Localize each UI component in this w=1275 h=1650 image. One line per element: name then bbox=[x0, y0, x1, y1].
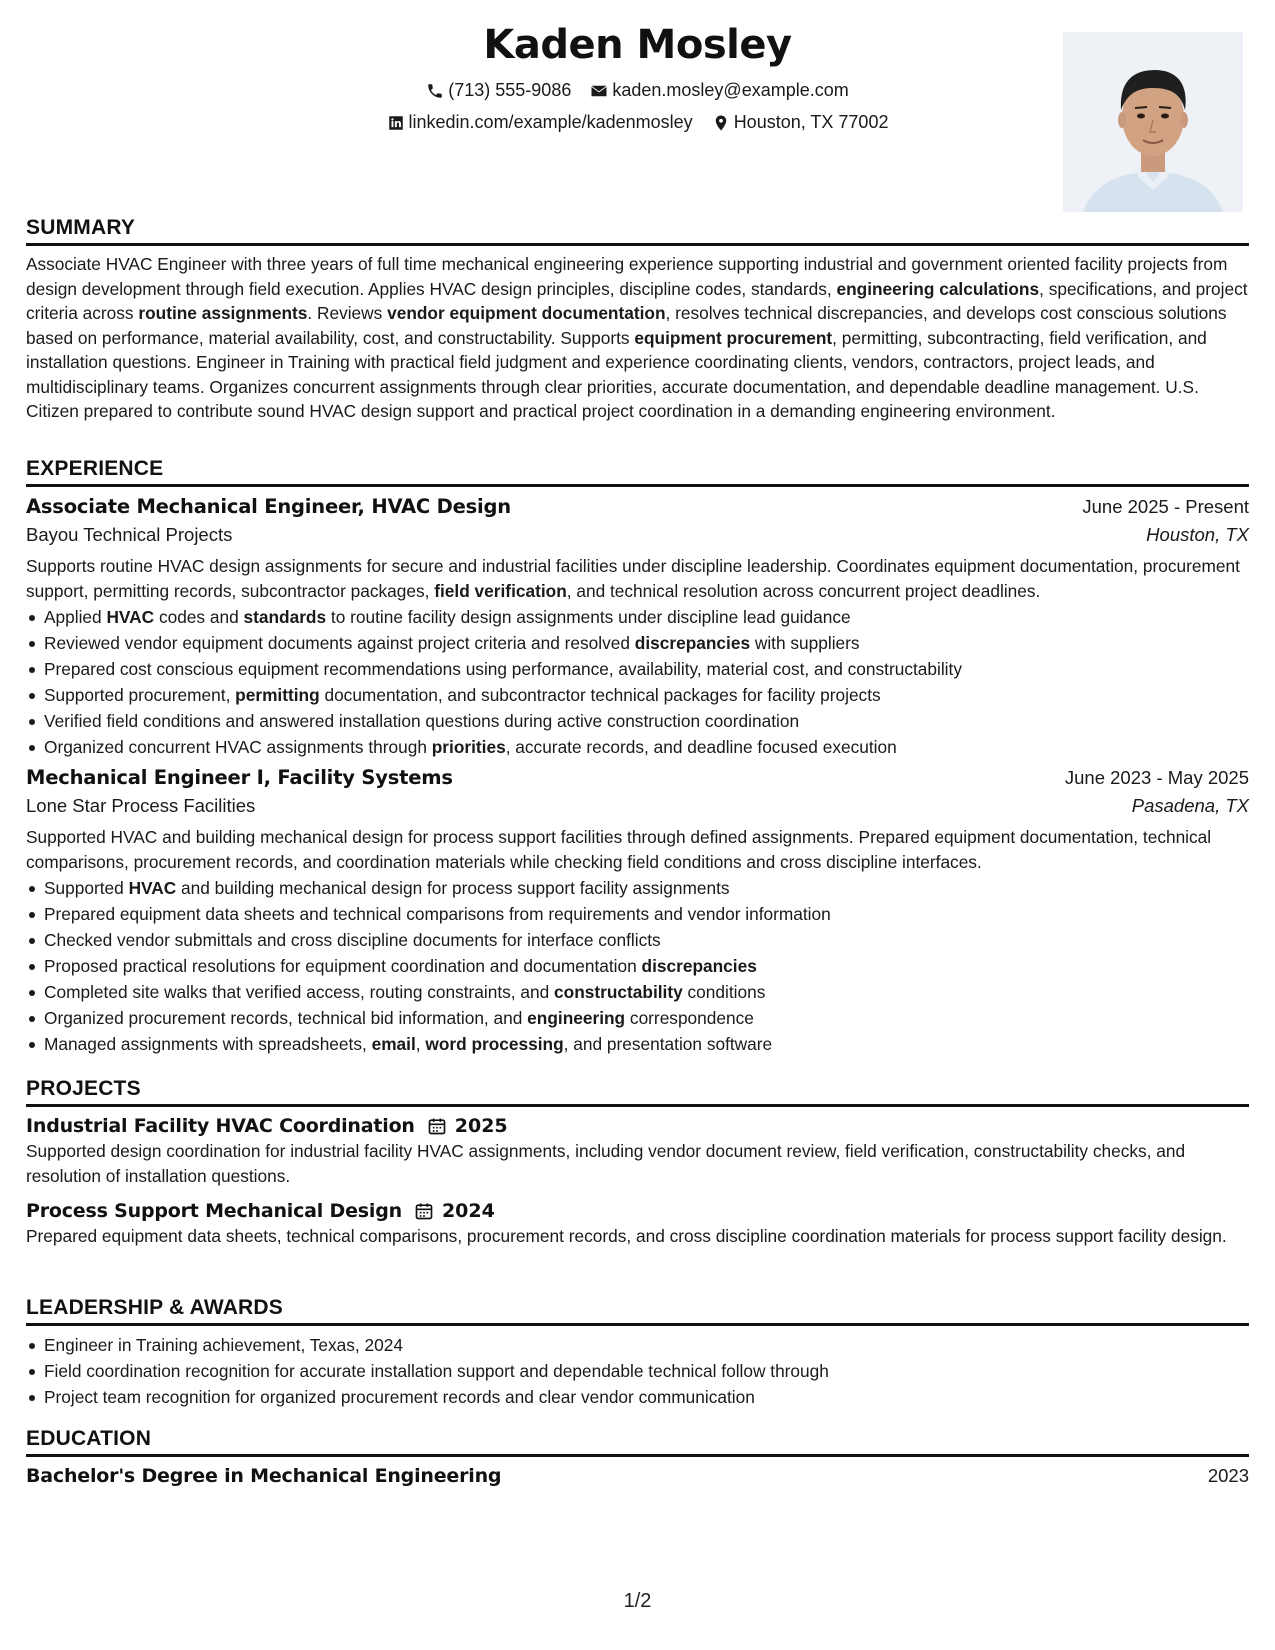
text-segment: Completed site walks that verified access, routing constraints, and bbox=[44, 982, 555, 1002]
envelope-icon bbox=[590, 82, 608, 100]
job-location: Pasadena, TX bbox=[1131, 795, 1249, 816]
bold-keyword: word processing bbox=[425, 1034, 564, 1054]
project-title: Industrial Facility HVAC Coordination bbox=[26, 1115, 415, 1137]
bullet-item bbox=[26, 1005, 1249, 1031]
graduation-year: 2023 bbox=[1207, 1465, 1249, 1486]
text-segment: , and presentation software bbox=[563, 1034, 773, 1054]
bold-keyword: constructability bbox=[554, 982, 683, 1002]
bold-keyword: discrepancies bbox=[641, 956, 757, 976]
text-segment: Prepared cost conscious equipment recommendations using performance, availability, material cost, and constructability bbox=[44, 659, 962, 679]
project-description: Prepared equipment data sheets, technical comparisons, procurement records, and cross discipline coordination materials for process support facility design. bbox=[26, 1226, 1227, 1246]
bold-keyword: permitting bbox=[235, 685, 320, 705]
project-title: Process Support Mechanical Design bbox=[26, 1200, 402, 1222]
text-segment: Managed assignments with spreadsheets, bbox=[44, 1034, 372, 1054]
text-segment: Prepared equipment data sheets and technical comparisons from requirements and vendor information bbox=[44, 904, 831, 924]
job-location: Houston, TX bbox=[1146, 524, 1249, 545]
text-segment: Supported bbox=[44, 878, 129, 898]
job-subheader bbox=[26, 795, 1249, 817]
bullet-item bbox=[26, 953, 1249, 979]
project-year: 2025 bbox=[454, 1115, 508, 1137]
bold-keyword: equipment procurement bbox=[634, 327, 833, 348]
project-description: Supported design coordination for industrial facility HVAC assignments, including vendor document review, field verification, constructability checks, and resolution of installation questions. bbox=[26, 1141, 1186, 1186]
resume-header bbox=[26, 20, 1249, 215]
text-segment: and building mechanical design for process support facility assignments bbox=[176, 878, 730, 898]
email-contact[interactable] bbox=[590, 80, 848, 101]
email-address: kaden.mosley@example.com bbox=[612, 80, 849, 100]
text-segment: codes and bbox=[154, 607, 244, 627]
text-segment: Organized concurrent HVAC assignments through bbox=[44, 737, 432, 757]
job-bullets bbox=[26, 875, 1249, 1057]
bold-keyword: vendor equipment documentation bbox=[387, 303, 666, 323]
company-name: Bayou Technical Projects bbox=[26, 524, 233, 545]
candidate-name: Kaden Mosley bbox=[483, 22, 792, 68]
portrait-illustration bbox=[1063, 32, 1243, 212]
bold-keyword: email bbox=[371, 1034, 416, 1054]
text-segment: , specifications, and project criteria across bbox=[26, 278, 1248, 323]
experience-heading: EXPERIENCE bbox=[26, 457, 1249, 487]
calendar-icon bbox=[414, 1201, 434, 1221]
bold-keyword: field verification bbox=[434, 580, 567, 601]
bold-keyword: priorities bbox=[431, 737, 506, 757]
bold-keyword: HVAC bbox=[128, 878, 177, 898]
education-entry bbox=[26, 1465, 1249, 1487]
summary-section bbox=[26, 216, 1249, 424]
education-section bbox=[26, 1427, 1249, 1487]
leadership-heading: LEADERSHIP & AWARDS bbox=[26, 1296, 1249, 1326]
job-header bbox=[26, 495, 1249, 518]
phone-contact[interactable] bbox=[426, 80, 571, 101]
bullet-item bbox=[26, 734, 1249, 760]
leadership-list bbox=[26, 1332, 1249, 1410]
text-segment: to routine facility design assignments under discipline lead guidance bbox=[326, 607, 851, 627]
bullet-item bbox=[26, 604, 1249, 630]
bullet-item bbox=[26, 708, 1249, 734]
job-title: Mechanical Engineer I, Facility Systems bbox=[26, 766, 453, 789]
bold-keyword: engineering calculations bbox=[836, 278, 1040, 299]
degree-name: Bachelor's Degree in Mechanical Engineering bbox=[26, 1465, 502, 1487]
job-entry bbox=[26, 766, 1249, 1057]
list-item: Project team recognition for organized procurement records and clear vendor communication bbox=[26, 1384, 1249, 1410]
linkedin-contact[interactable] bbox=[387, 112, 693, 133]
job-bullets bbox=[26, 604, 1249, 760]
bold-keyword: HVAC bbox=[106, 607, 155, 627]
project-header bbox=[26, 1115, 1249, 1137]
education-heading: EDUCATION bbox=[26, 1427, 1249, 1457]
text-segment: Supported HVAC and building mechanical design for process support facilities through defined assignments. Prepared equipment documentation, technical comparisons, procurement records, and coordination materials while checking field conditions and cross discipline interfaces. bbox=[26, 827, 1212, 872]
summary-heading: SUMMARY bbox=[26, 216, 1249, 246]
bullet-item bbox=[26, 901, 1249, 927]
bold-keyword: routine assignments bbox=[138, 303, 308, 323]
linkedin-url: linkedin.com/example/kadenmosley bbox=[408, 112, 693, 132]
text-segment: Associate HVAC Engineer with three years of full time mechanical engineering experience supporting industrial and government oriented facility projects from design development through field execution. Applies HVAC design principles, discipline codes, standards, bbox=[26, 254, 1228, 299]
text-segment: , resolves technical discrepancies, and develops cost conscious solutions based on performance, material availability, cost, and constructability. Supports bbox=[26, 303, 1227, 348]
bullet-item bbox=[26, 682, 1249, 708]
project-year: 2024 bbox=[441, 1200, 495, 1222]
phone-number: (713) 555-9086 bbox=[448, 80, 572, 100]
calendar-icon bbox=[427, 1116, 447, 1136]
bold-keyword: standards bbox=[243, 607, 327, 627]
text-segment: Verified field conditions and answered installation questions during active construction coordination bbox=[44, 711, 800, 731]
company-name: Lone Star Process Facilities bbox=[26, 795, 256, 816]
text-segment: , and technical resolution across concurrent project deadlines. bbox=[566, 580, 1041, 601]
text-segment: Applied bbox=[44, 607, 107, 627]
bullet-item bbox=[26, 927, 1249, 953]
job-entry bbox=[26, 495, 1249, 760]
text-segment: correspondence bbox=[625, 1008, 754, 1028]
project-entry bbox=[26, 1115, 1249, 1188]
location-text: Houston, TX 77002 bbox=[733, 112, 889, 132]
job-dates: June 2023 - May 2025 bbox=[1064, 767, 1249, 788]
bold-keyword: engineering bbox=[527, 1008, 626, 1028]
text-segment: , accurate records, and deadline focused execution bbox=[505, 737, 897, 757]
bullet-item bbox=[26, 656, 1249, 682]
phone-icon bbox=[426, 82, 444, 100]
bullet-item bbox=[26, 1031, 1249, 1057]
bullet-item bbox=[26, 979, 1249, 1005]
location-contact bbox=[712, 112, 889, 133]
leadership-section bbox=[26, 1296, 1249, 1410]
job-description bbox=[26, 825, 1249, 874]
projects-section bbox=[26, 1077, 1249, 1249]
text-segment: Checked vendor submittals and cross discipline documents for interface conflicts bbox=[44, 930, 661, 950]
job-subheader bbox=[26, 524, 1249, 546]
job-dates: June 2025 - Present bbox=[1082, 496, 1249, 517]
text-segment: with suppliers bbox=[750, 633, 860, 653]
text-segment: Supported procurement, bbox=[44, 685, 236, 705]
text-segment: Reviewed vendor equipment documents against project criteria and resolved bbox=[44, 633, 635, 653]
project-header bbox=[26, 1200, 1249, 1222]
summary-text bbox=[26, 252, 1249, 424]
text-segment: Organized procurement records, technical bid information, and bbox=[44, 1008, 528, 1028]
text-segment: conditions bbox=[682, 982, 766, 1002]
text-segment: . Reviews bbox=[307, 303, 388, 323]
list-item: Field coordination recognition for accurate installation support and dependable technical follow through bbox=[26, 1358, 1249, 1384]
projects-heading: PROJECTS bbox=[26, 1077, 1249, 1107]
project-entry bbox=[26, 1200, 1249, 1249]
map-pin-icon bbox=[712, 114, 730, 132]
text-segment: , permitting, subcontracting, field verification, and installation questions. Engineer in Training with practical field judgment and experience coordinating clients, vendors, contractors, project leads, and multidisciplinary teams. Organizes concurrent assignments through clear priorities, accurate documentation, and dependable deadline management. U.S. Citizen prepared to contribute sound HVAC design support and practical project coordination in a demanding engineering environment. bbox=[26, 327, 1207, 421]
job-description bbox=[26, 554, 1249, 603]
linkedin-icon bbox=[387, 114, 405, 132]
text-segment: documentation, and subcontractor technical packages for facility projects bbox=[319, 685, 881, 705]
bullet-item bbox=[26, 875, 1249, 901]
job-title: Associate Mechanical Engineer, HVAC Design bbox=[26, 495, 511, 518]
text-segment: Supports routine HVAC design assignments for secure and industrial facilities under discipline leadership. Coordinates equipment documentation, procurement support, permitting records, subcontractor packages, bbox=[26, 556, 1240, 601]
text-segment: , bbox=[415, 1034, 426, 1054]
experience-section bbox=[26, 457, 1249, 1057]
job-header bbox=[26, 766, 1249, 789]
bold-keyword: discrepancies bbox=[634, 633, 751, 653]
list-item: Engineer in Training achievement, Texas, 2024 bbox=[26, 1332, 1249, 1358]
bullet-item bbox=[26, 630, 1249, 656]
page-number: 1/2 bbox=[623, 1590, 652, 1612]
text-segment: Proposed practical resolutions for equipment coordination and documentation bbox=[44, 956, 642, 976]
profile-photo bbox=[1063, 32, 1243, 212]
